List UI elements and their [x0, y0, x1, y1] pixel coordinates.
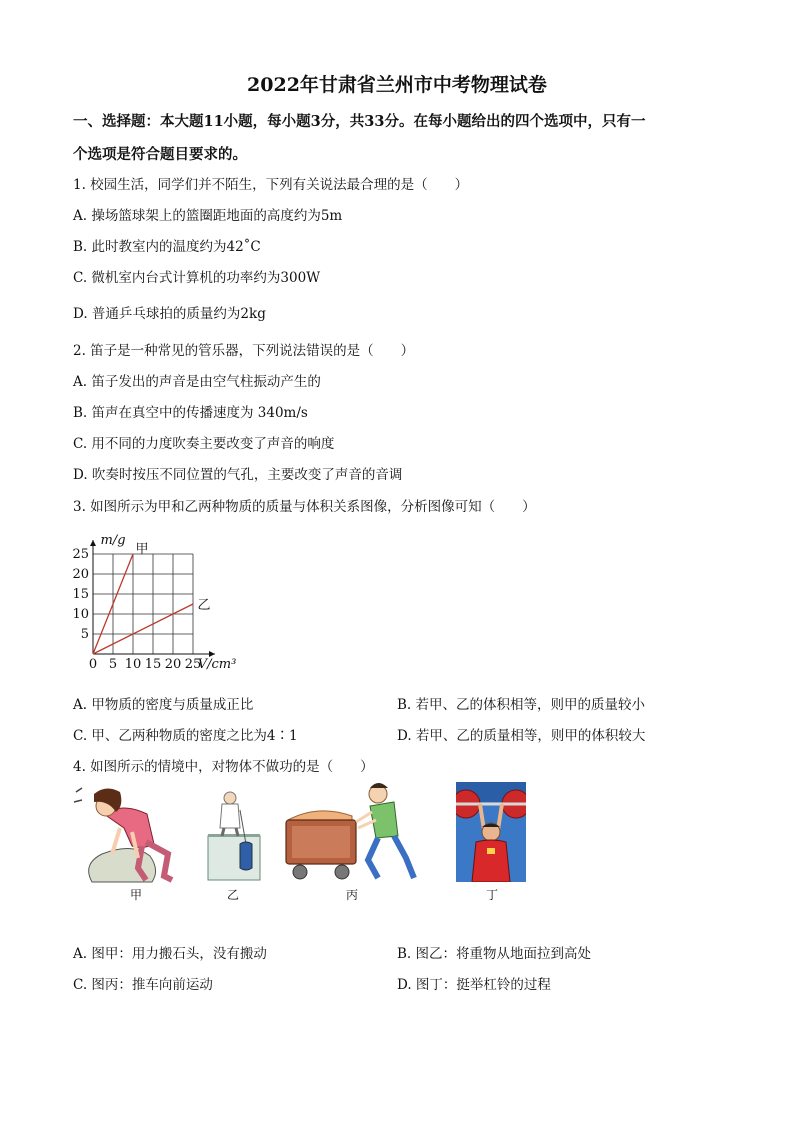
x-tick-label: 25 [184, 657, 202, 672]
figure-caption-ding: 丁 [486, 888, 499, 902]
question-2-option-a: A. 笛子发出的声音是由空气柱振动产生的 [73, 374, 321, 390]
question-4-option-d: D. 图丁：挺举杠铃的过程 [397, 977, 551, 993]
x-tick-label: 0 [88, 657, 98, 672]
question-1-option-c: C. 微机室内台式计算机的功率约为300W [73, 270, 321, 286]
question-3-option-a: A. 甲物质的密度与质量成正比 [73, 697, 254, 713]
y-axis-label: m/g [100, 533, 126, 548]
page-title: 2022年甘肃省兰州市中考物理试卷 [247, 74, 547, 96]
x-tick-label: 15 [144, 657, 162, 672]
y-tick-label: 10 [72, 607, 89, 622]
y-tick-label: 25 [72, 547, 89, 562]
figure-caption-jia: 甲 [130, 888, 143, 902]
figure-yi-pulling-weight [206, 790, 264, 882]
question-2-option-d: D. 吹奏时按压不同位置的气孔，主要改变了声音的音调 [73, 467, 403, 483]
y-tick-label: 15 [72, 587, 89, 602]
question-4-option-a: A. 图甲：用力搬石头，没有搬动 [73, 946, 267, 962]
figure-jia-lifting-rock [72, 784, 190, 884]
figure-ding-weightlifting [456, 782, 526, 882]
mass-volume-graph [68, 530, 258, 675]
series-label-yi: 乙 [197, 598, 211, 613]
graph-series [93, 554, 193, 654]
section-heading-line1: 一、选择题：本大题11小题，每小题3分，共33分。在每小题给出的四个选项中，只有一 [73, 113, 646, 130]
section-heading-line2: 个选项是符合题目要求的。 [73, 146, 247, 163]
question-3-stem: 3. 如图所示为甲和乙两种物质的质量与体积关系图像，分析图像可知（ ） [73, 499, 536, 515]
question-3-option-d: D. 若甲、乙的质量相等，则甲的体积较大 [397, 728, 646, 744]
figure-caption-bing: 丙 [346, 888, 359, 902]
question-1-option-d: D. 普通乒乓球拍的质量约为2kg [73, 306, 266, 322]
question-2-stem: 2. 笛子是一种常见的管乐器，下列说法错误的是（ ） [73, 343, 415, 359]
question-1-option-b: B. 此时教室内的温度约为42˚C [73, 239, 261, 255]
graph-axes [90, 540, 215, 657]
x-axis-label: V/cm³ [197, 657, 237, 672]
question-4-option-c: C. 图丙：推车向前运动 [73, 977, 213, 993]
question-1-option-a: A. 操场篮球架上的篮圈距地面的高度约为5m [73, 208, 343, 224]
question-4-option-b: B. 图乙：将重物从地面拉到高处 [397, 946, 592, 962]
question-4-stem: 4. 如图所示的情境中，对物体不做功的是（ ） [73, 759, 374, 775]
series-line-yi [93, 604, 193, 654]
x-tick-label: 10 [124, 657, 142, 672]
series-label-jia: 甲 [135, 542, 149, 557]
y-tick-label: 20 [72, 567, 89, 582]
question-2-option-c: C. 用不同的力度吹奏主要改变了声音的响度 [73, 436, 335, 452]
question-3-option-b: B. 若甲、乙的体积相等，则甲的质量较小 [397, 697, 646, 713]
figure-bing-pushing-cart [282, 780, 432, 884]
question-1-stem: 1. 校园生活，同学们并不陌生，下列有关说法最合理的是（ ） [73, 177, 469, 193]
question-2-option-b: B. 笛声在真空中的传播速度为 340m/s [73, 405, 308, 421]
x-tick-label: 5 [108, 657, 118, 672]
question-3-option-c: C. 甲、乙两种物质的密度之比为4∶1 [73, 728, 298, 744]
graph-grid [93, 554, 193, 654]
figure-caption-yi: 乙 [227, 888, 240, 902]
y-axis-arrow [90, 540, 96, 546]
x-tick-label: 20 [164, 657, 182, 672]
y-tick-label: 5 [80, 627, 89, 642]
